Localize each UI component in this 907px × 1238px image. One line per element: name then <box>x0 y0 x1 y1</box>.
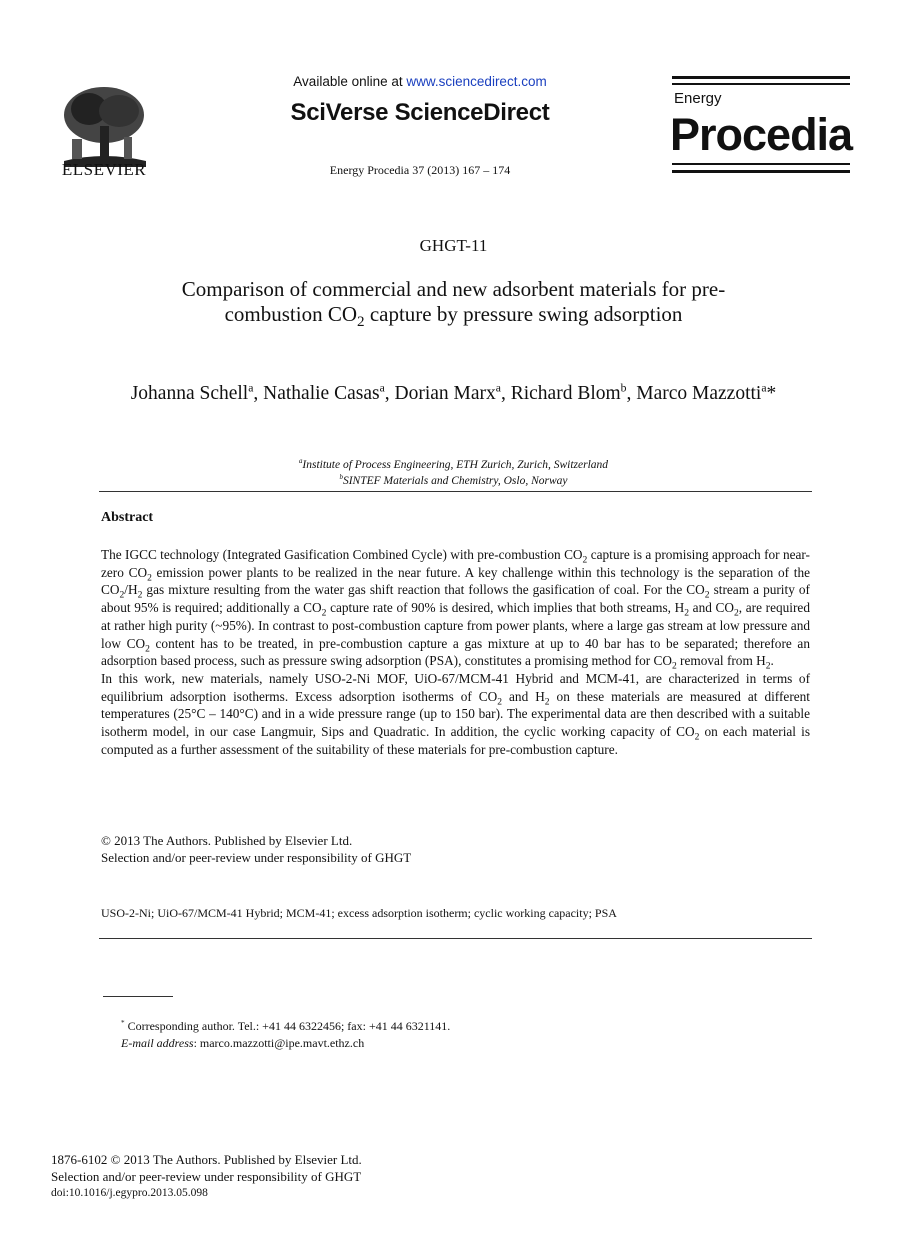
affiliation-mark: b <box>339 474 343 482</box>
footnote-email <box>121 1035 450 1052</box>
author-name: Richard Blom <box>510 383 621 404</box>
author-name: Marco Mazzotti <box>636 383 762 404</box>
author-list <box>120 381 787 407</box>
affiliation-text: Institute of Process Engineering, ETH Zurich, Zurich, Switzerland <box>302 459 609 471</box>
footnote-mark: * <box>121 1019 125 1027</box>
abstract-text: capture is a promising approach for near-zero CO <box>101 547 810 580</box>
keywords: USO-2-Ni; UiO-67/MCM-41 Hybrid; MCM-41; excess adsorption isotherm; cyclic working capacity; PSA <box>101 906 617 920</box>
subscript: 2 <box>544 696 550 708</box>
subscript: 2 <box>147 572 152 584</box>
logo-rule-top-thin <box>672 83 850 85</box>
author-separator: , <box>626 383 637 404</box>
abstract-text: removal from H <box>676 653 766 669</box>
author-affiliation-mark: b <box>620 381 627 395</box>
title-subscript: 2 <box>357 314 365 331</box>
subscript: 2 <box>694 731 700 743</box>
header-rule <box>99 491 812 492</box>
subscript: 2 <box>704 590 710 602</box>
abstract-text: The IGCC technology (Integrated Gasification Combined Cycle) with pre-combustion CO <box>101 547 583 562</box>
abstract-text: capture rate of 90% is desired, which implies that both streams, H <box>326 600 685 616</box>
footnote-email-address[interactable]: : marco.mazzotti@ipe.mavt.ethz.ch <box>193 1036 365 1050</box>
affiliation-text: SINTEF Materials and Chemistry, Oslo, Norway <box>342 475 568 487</box>
subscript: 2 <box>582 554 588 566</box>
title-line2-pre: combustion CO <box>224 302 357 326</box>
subscript: 2 <box>137 590 143 602</box>
abstract-text: . <box>770 653 774 669</box>
author-affiliation-mark: a <box>379 381 385 395</box>
copyright-notice <box>101 832 411 866</box>
author-separator: , <box>384 383 395 404</box>
available-online <box>230 74 610 89</box>
title-line1: Comparison of commercial and new adsorbent materials for pre- <box>181 277 726 301</box>
abstract-text: , are required at rather high purity (~95%). In contrast to post-combustion capture from power plants, where a large gas stream at low pressure and low CO <box>101 600 810 651</box>
author-affiliation-mark: a <box>761 381 767 395</box>
copyright-line-1: © 2013 The Authors. Published by Elsevier Ltd. <box>101 833 353 848</box>
footnote-corresponding-text: Corresponding author. Tel.: +41 44 6322456; fax: +41 44 6321141. <box>124 1019 451 1033</box>
publisher-wordmark: ELSEVIER <box>61 160 147 179</box>
author-name: Dorian Marx <box>394 383 496 404</box>
subscript: 2 <box>684 607 690 619</box>
footnote <box>121 1018 450 1052</box>
abstract-text: stream a purity of about 95% is required; additionally a CO <box>101 582 810 616</box>
abstract-text: on each material is computed as a further assessment of the suitability of these materials for pre-combustion capture. <box>101 724 810 757</box>
abstract-paragraph-2 <box>101 670 810 759</box>
abstract-body <box>101 546 810 758</box>
subscript: 2 <box>765 660 771 672</box>
footer-line-1: 1876-6102 © 2013 The Authors. Published by Elsevier Ltd. <box>51 1152 362 1167</box>
subscript: 2 <box>671 660 677 672</box>
author-name: Johanna Schell <box>130 383 249 404</box>
abstract-text: and H <box>502 688 545 704</box>
abstract-text: on these materials are measured at different temperatures (25°C – 140°C) and in a wide pressure range (up to 150 bar). The experimental data are then described with a suitable isotherm model, in our case Langmuir, Sips and Quadratic. In addition, the cyclic working capacity of CO <box>101 688 810 740</box>
author-affiliation-mark: a <box>248 381 254 395</box>
abstract-text: and CO <box>689 600 735 616</box>
footnote-email-label: E-mail address <box>121 1036 194 1050</box>
author-separator: , <box>253 383 264 404</box>
platform-wordmark: SciVerse ScienceDirect <box>290 99 550 126</box>
logo-rule-bottom <box>672 170 850 173</box>
author-separator: * <box>766 383 777 404</box>
subscript: 2 <box>119 590 125 602</box>
affiliations <box>120 457 787 489</box>
author-name: Nathalie Casas <box>263 383 380 404</box>
abstract-text: content has to be treated, in pre-combustion capture a gas mixture at up to 40 bar has to be separated; therefore an adsorption based process, such as pressure swing adsorption (PSA), constitutes a promising method for CO <box>101 635 810 669</box>
author-affiliation-mark: a <box>495 381 501 395</box>
copyright-line-2: Selection and/or peer-review under responsibility of GHGT <box>101 850 412 865</box>
subscript: 2 <box>145 643 150 655</box>
abstract-text: /H <box>124 582 138 598</box>
title-line2-post: capture by pressure swing adsorption <box>364 302 683 326</box>
author-separator: , <box>500 383 511 404</box>
abstract-text: emission power plants to be realized in the near future. A key challenge within this technology is the separation of the CO <box>101 564 810 598</box>
affiliation-mark: a <box>298 458 303 466</box>
paper-title <box>120 277 787 331</box>
affiliation <box>120 473 787 489</box>
affiliation <box>120 457 787 473</box>
footnote-corresponding <box>121 1018 450 1035</box>
subscript: 2 <box>497 696 503 708</box>
footnote-rule <box>103 996 173 997</box>
issn-footer <box>51 1152 362 1202</box>
abstract-text: gas mixture resulting from the water gas shift reaction that follows the gasification of coal. For the CO <box>142 582 705 598</box>
abstract-heading: Abstract <box>101 510 154 525</box>
journal-reference: Energy Procedia 37 (2013) 167 – 174 <box>329 163 511 177</box>
abstract-paragraph-1 <box>101 546 810 670</box>
footer-doi[interactable]: doi:10.1016/j.egypro.2013.05.098 <box>51 1187 208 1199</box>
journal-logo-procedia: Procedia <box>670 109 853 160</box>
keywords-rule <box>99 938 812 939</box>
journal-logo-energy: Energy <box>674 90 722 107</box>
sciencedirect-link[interactable]: www.sciencedirect.com <box>406 74 547 89</box>
logo-rule-top <box>672 76 850 79</box>
subscript: 2 <box>321 607 327 619</box>
footer-line-2: Selection and/or peer-review under responsibility of GHGT <box>51 1168 362 1184</box>
conference-label: GHGT-11 <box>419 236 488 255</box>
logo-rule-bottom-thin <box>672 163 850 165</box>
abstract-text: In this work, new materials, namely USO-2-Ni MOF, UiO-67/MCM-41 Hybrid and MCM-41, are characterized in terms of equilibrium adsorption isotherms. Excess adsorption isotherms of CO <box>101 670 810 704</box>
available-online-label: Available online at <box>293 74 403 89</box>
subscript: 2 <box>734 607 739 619</box>
